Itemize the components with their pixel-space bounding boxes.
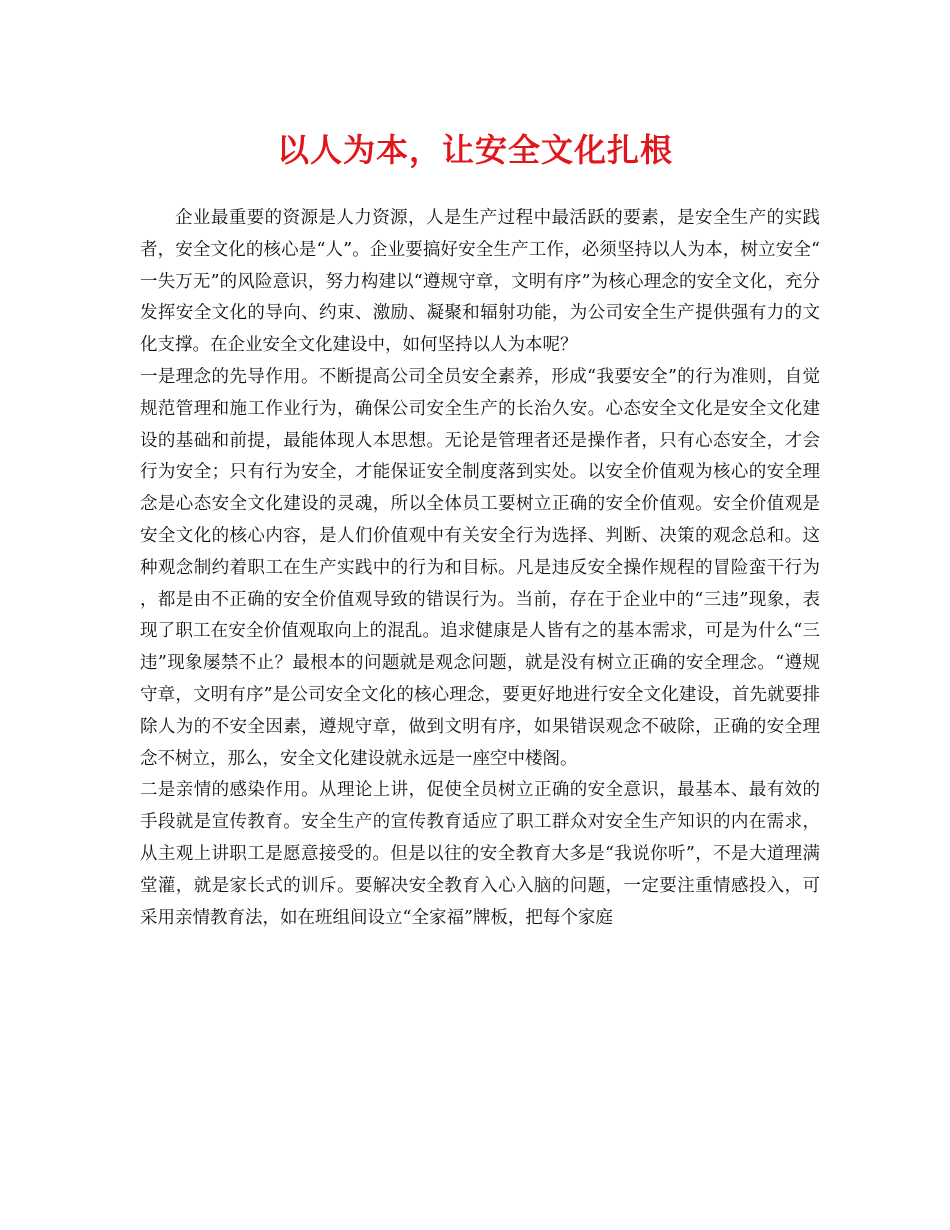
document-body bbox=[140, 203, 820, 934]
paragraph-point-one: 一是理念的先导作用。不断提高公司全员安全素养，形成“我要安全”的行为准则，自觉规范管理和施工作业行为，确保公司安全生产的长治久安。心态安全文化是安全文化建设的基础和前提，最能体现人本思想。无论是管理者还是操作者，只有心态安全，才会行为安全；只有行为安全，才能保证安全制度落到实处。以安全价值观为核心的安全理念是心态安全文化建设的灵魂，所以全体员工要树立正确的安全价值观。安全价值观是安全文化的核心内容，是人们价值观中有关安全行为选择、判断、决策的观念总和。这种观念制约着职工在生产实践中的行为和目标。凡是违反安全操作规程的冒险蛮干行为，都是由不正确的安全价值观导致的错误行为。当前，存在于企业中的“三违”现象，表现了职工在安全价值观取向上的混乱。追求健康是人皆有之的基本需求，可是为什么“三违”现象屡禁不止？最根本的问题就是观念问题，就是没有树立正确的安全理念。“遵规守章，文明有序”是公司安全文化的核心理念，要更好地进行安全文化建设，首先就要排除人为的不安全因素，遵规守章，做到文明有序，如果错误观念不破除，正确的安全理念不树立，那么，安全文化建设就永远是一座空中楼阁。 bbox=[140, 366, 820, 769]
paragraph-point-two: 二是亲情的感染作用。从理论上讲，促使全员树立正确的安全意识，最基本、最有效的手段就是宣传教育。安全生产的宣传教育适应了职工群众对安全生产知识的内在需求，从主观上讲职工是愿意接受的。但是以往的安全教育大多是“我说你听”，不是大道理满堂灌，就是家长式的训斥。要解决安全教育入心入脑的问题，一定要注重情感投入，可采用亲情教育法，如在班组间设立“全家福”牌板，把每个家庭 bbox=[140, 780, 820, 928]
document-title: 以人为本，让安全文化扎根 bbox=[276, 131, 673, 169]
paragraph-intro: 企业最重要的资源是人力资源，人是生产过程中最活跃的要素，是安全生产的实践者，安全文化的核心是“人”。企业要搞好安全生产工作，必须坚持以人为本，树立安全“一失万无”的风险意识，努力构建以“遵规守章，文明有序”为核心理念的安全文化，充分发挥安全文化的导向、约束、激励、凝聚和辐射功能，为公司安全生产提供强有力的文化支撑。在企业安全文化建设中，如何坚持以人为本呢？ bbox=[140, 208, 820, 356]
